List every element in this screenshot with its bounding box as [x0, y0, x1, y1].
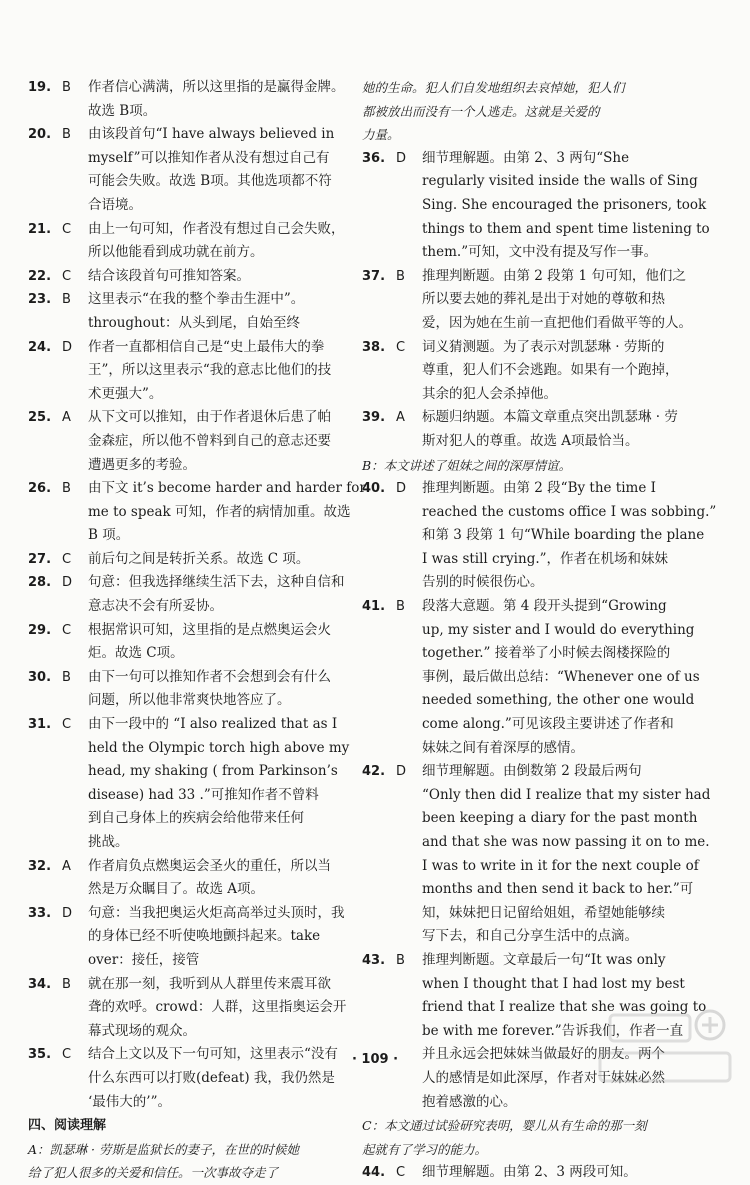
- explanation-line: up, my sister and I would do everything: [422, 621, 695, 638]
- explanation-line: 什么东西可以打败(defeat) 我，我仍然是: [88, 1069, 335, 1086]
- explanation-line: I was still crying.”，作者在机场和妹妹: [422, 550, 669, 567]
- answer-letter: B: [396, 952, 405, 968]
- explanation-line: 炬。故选 C项。: [88, 645, 184, 662]
- explanation-line: 尊重，犯人们不会逃跑。如果有一个跑掉，: [422, 362, 679, 379]
- question-number: 42.: [362, 764, 386, 780]
- answer-item: [28, 336, 348, 407]
- explanation-line: 由下一段中的 “I also realized that as I: [88, 716, 338, 733]
- answer-letter: C: [396, 339, 406, 355]
- passage-line: 力量。: [362, 127, 400, 143]
- explanation-text: [422, 760, 710, 949]
- explanation-line: myself”可以推知作者从没有想过自己有: [88, 149, 330, 166]
- answer-item: [362, 595, 700, 760]
- question-number: 19.: [28, 80, 52, 95]
- answer-item: [28, 855, 348, 902]
- passage-line: C：本文通过试验研究表明，婴儿从有生命的那一刻: [362, 1118, 647, 1134]
- explanation-line: 推理判断题。文章最后一句“It was only: [422, 951, 666, 968]
- answer-letter: B: [62, 127, 71, 143]
- answer-letter: D: [396, 764, 407, 780]
- explanation-text: [88, 406, 348, 477]
- explanation-line: 到自己身体上的疾病会给他带来任何: [88, 810, 304, 827]
- passage-line: A：凯瑟琳 · 劳斯是监狱长的妻子，在世的时候她: [28, 1141, 299, 1157]
- question-number: 22.: [28, 268, 52, 284]
- question-number: 40.: [362, 481, 386, 497]
- answer-letter: A: [62, 410, 71, 426]
- explanation-text: [88, 713, 349, 855]
- explanation-line: 问题，所以他非常爽快地答应了。: [88, 692, 291, 709]
- explanation-text: [88, 477, 366, 548]
- explanation-line: 句意：但我选择继续生活下去，这种自信和: [88, 574, 345, 591]
- explanation-line: 写下去，和自己分享生活中的点滴。: [422, 928, 638, 945]
- explanation-line: 王”，所以这里表示“我的意志比他们的技: [88, 362, 332, 379]
- answer-letter: C: [62, 1047, 72, 1063]
- question-number: 38.: [362, 339, 386, 355]
- explanation-line: 爱，因为她在生前一直把他们看做平等的人。: [422, 314, 692, 331]
- explanation-line: 由该段首句“I have always believed in: [88, 126, 335, 143]
- explanation-line: friend that I realize that she was going to: [422, 999, 707, 1016]
- explanation-line: over：接任，接管: [88, 951, 200, 968]
- explanation-line: 推理判断题。由第 2 段“By the time I: [422, 480, 656, 497]
- explanation-line: me to speak 可知，作者的病情加重。故选: [88, 503, 351, 520]
- explanation-line: 细节理解题。由第 2、3 两句“She: [422, 149, 630, 166]
- question-number: 27.: [28, 551, 52, 567]
- passage-line: 给了犯人很多的关爱和信任。一次事故夺走了: [28, 1165, 279, 1181]
- answer-item: [362, 336, 679, 407]
- explanation-line: 结合上文以及下一句可知，这里表示“没有: [88, 1046, 338, 1063]
- answer-item: [28, 548, 348, 572]
- passage-line: 她的生命。犯人们自发地组织去哀悼她，犯人们: [362, 80, 625, 95]
- explanation-text: [88, 288, 348, 335]
- explanation-line: 由下一句可以推知作者不会想到会有什么: [88, 668, 331, 685]
- question-number: 21.: [28, 221, 52, 237]
- answer-item: [28, 973, 348, 1044]
- question-number: 25.: [28, 410, 52, 426]
- explanation-line: 根据常识可知，这里指的是点燃奥运会火: [88, 621, 331, 638]
- explanation-text: [422, 336, 679, 407]
- answer-item: [28, 477, 366, 548]
- explanation-line: 然是万众瞩目了。故选 A项。: [88, 881, 265, 898]
- explanation-text: [88, 619, 348, 666]
- explanation-line: 故选 B项。: [88, 102, 157, 119]
- explanation-line: months and then send it back to her.”可: [422, 881, 694, 898]
- passage-c-summary: [362, 1114, 654, 1161]
- question-number: 30.: [28, 669, 52, 685]
- explanation-line: 其余的犯人会杀掉他。: [422, 385, 557, 402]
- question-number: 43.: [362, 952, 386, 968]
- question-number: 39.: [362, 410, 386, 426]
- answer-letter: B: [62, 669, 71, 685]
- question-number: 37.: [362, 268, 386, 284]
- explanation-line: 词义猜测题。为了表示对凯瑟琳 · 劳斯的: [422, 338, 665, 355]
- explanation-line: throughout：从头到尾，自始至终: [88, 314, 300, 331]
- answer-item: [362, 406, 678, 453]
- answer-item: [28, 288, 348, 335]
- explanation-text: [422, 477, 716, 595]
- explanation-line: 就在那一刻，我听到从人群里传来震耳欲: [88, 975, 331, 992]
- question-number: 29.: [28, 622, 52, 638]
- passage-line: B：本文讲述了姐妹之间的深厚情谊。: [362, 457, 572, 473]
- answer-letter: B: [62, 292, 71, 308]
- explanation-line: 所以要去她的葬礼是出于对她的尊敬和热: [422, 291, 665, 308]
- explanation-line: when I thought that I had lost my best: [422, 975, 685, 992]
- explanation-line: head, my shaking ( from Parkinson’s: [88, 763, 338, 780]
- answer-letter: C: [396, 1165, 406, 1181]
- question-number: 23.: [28, 292, 52, 308]
- question-number: 34.: [28, 976, 52, 992]
- answer-item: [28, 619, 348, 666]
- explanation-line: come along.”可见该段主要讲述了作者和: [422, 716, 674, 733]
- answer-letter: C: [62, 717, 72, 733]
- section-heading: 四、阅读理解: [28, 1118, 107, 1134]
- explanation-line: disease) had 33 .”可推知作者不曾料: [88, 786, 319, 803]
- question-number: 32.: [28, 858, 52, 874]
- explanation-line: 事例，最后做出总结：“Whenever one of us: [422, 668, 700, 685]
- passage-b-summary: [362, 454, 654, 478]
- answer-item: [362, 147, 710, 265]
- answer-item: [362, 477, 717, 595]
- explanation-text: [422, 595, 700, 760]
- question-number: 41.: [362, 599, 386, 615]
- explanation-line: 的身体已经不听使唤地颤抖起来。take: [88, 928, 321, 945]
- explanation-line: regularly visited inside the walls of Sing: [422, 173, 698, 190]
- explanation-text: [88, 265, 348, 289]
- answer-item: [28, 666, 348, 713]
- left-column: [28, 76, 366, 1185]
- question-number: 35.: [28, 1047, 52, 1063]
- explanation-line: 细节理解题。由第 2、3 两段可知。: [422, 1164, 637, 1181]
- answer-item: [362, 265, 692, 336]
- passage-a-summary-continued: [362, 76, 654, 147]
- explanation-line: them.”可知，文中没有提及写作一事。: [422, 244, 658, 261]
- explanation-text: [88, 666, 348, 713]
- explanation-line: held the Olympic torch high above my: [88, 739, 350, 756]
- explanation-text: [422, 1161, 654, 1185]
- explanation-text: [88, 902, 348, 973]
- explanation-line: I was to write in it for the next couple of: [422, 857, 699, 874]
- explanation-line: 可能会失败。故选 B项。其他选项都不符: [88, 173, 332, 190]
- explanation-line: 金森症，所以他不曾料到自己的意志还要: [88, 432, 331, 449]
- explanation-line: 遭遇更多的考验。: [88, 456, 196, 473]
- explanation-line: 和第 3 段第 1 句“While boarding the plane: [422, 527, 705, 544]
- answer-letter: C: [62, 551, 72, 567]
- question-number: 31.: [28, 717, 52, 733]
- explanation-line: 推理判断题。由第 2 段第 1 句可知，他们之: [422, 267, 686, 284]
- answer-item: [362, 760, 711, 949]
- explanation-line: 从下文可以推知，由于作者退休后患了帕: [88, 409, 331, 426]
- answer-letter: A: [62, 858, 71, 874]
- answer-letter: B: [396, 599, 405, 615]
- answer-letter: D: [62, 575, 73, 591]
- question-number: 36.: [362, 150, 386, 166]
- explanation-line: 告别的时候很伤心。: [422, 574, 544, 591]
- question-number: 28.: [28, 575, 52, 591]
- explanation-line: 并且永远会把妹妹当做最好的朋友。两个: [422, 1046, 665, 1063]
- passage-a-summary: [28, 1138, 348, 1185]
- explanation-line: 聋的欢呼。crowd：人群，这里指奥运会开: [88, 999, 347, 1016]
- explanation-text: [88, 123, 348, 217]
- explanation-text: [88, 336, 348, 407]
- explanation-line: 段落大意题。第 4 段开头提到“Growing: [422, 598, 667, 615]
- answer-item: [28, 123, 348, 217]
- answer-letter: C: [62, 622, 72, 638]
- explanation-line: 由上一句可知，作者没有想过自己会失败，: [88, 220, 345, 237]
- answer-item: [28, 265, 348, 289]
- explanation-line: 挑战。: [88, 834, 129, 850]
- explanation-text: [88, 973, 348, 1044]
- question-number: 44.: [362, 1165, 386, 1181]
- explanation-line: and that she was now passing it on to me.: [422, 834, 710, 850]
- explanation-text: [88, 855, 348, 902]
- explanation-line: 由下文 it’s become harder and harder for: [88, 480, 366, 497]
- answer-letter: D: [62, 339, 73, 355]
- explanation-line: needed something, the other one would: [422, 692, 695, 709]
- explanation-line: 妹妹之间有着深厚的感情。: [422, 739, 584, 756]
- question-number: 24.: [28, 339, 52, 355]
- explanation-line: Sing. She encouraged the prisoners, took: [422, 196, 707, 213]
- explanation-line: 合语境。: [88, 196, 142, 213]
- explanation-text: [88, 76, 348, 123]
- explanation-line: 所以他能看到成功就在前方。: [88, 244, 264, 261]
- explanation-line: 作者一直都相信自己是“史上最伟大的拳: [88, 338, 325, 355]
- answer-item: [28, 902, 348, 973]
- answer-letter: C: [62, 221, 72, 237]
- explanation-line: 标题归纳题。本篇文章重点突出凯瑟琳 · 劳: [422, 409, 678, 426]
- explanation-line: 幕式现场的观众。: [88, 1022, 196, 1039]
- answer-letter: B: [396, 268, 405, 284]
- explanation-line: 术更强大”。: [88, 385, 163, 402]
- explanation-line: 这里表示“在我的整个拳击生涯中”。: [88, 291, 305, 308]
- answer-letter: B: [62, 481, 71, 497]
- explanation-line: 人的感情是如此深厚，作者对于妹妹必然: [422, 1069, 665, 1086]
- page-number: · 109 ·: [351, 1052, 399, 1067]
- explanation-text: [88, 548, 348, 572]
- explanation-line: things to them and spent time listening to: [422, 220, 710, 237]
- explanation-line: 作者信心满满，所以这里指的是赢得金牌。: [88, 79, 345, 95]
- explanation-text: [88, 218, 348, 265]
- watermark-logo: [590, 1007, 740, 1087]
- question-number: 26.: [28, 481, 52, 497]
- explanation-text: [422, 147, 710, 265]
- answer-item: [28, 76, 348, 123]
- explanation-line: been keeping a diary for the past month: [422, 810, 698, 827]
- explanation-line: 句意：当我把奥运火炬高高举过头顶时，我: [88, 904, 345, 921]
- answer-letter: B: [62, 976, 71, 992]
- answer-letter: D: [62, 905, 73, 921]
- explanation-line: reached the customs office I was sobbing.”: [422, 503, 717, 520]
- answer-item: [28, 406, 348, 477]
- explanation-text: [88, 571, 348, 618]
- explanation-line: 细节理解题。由倒数第 2 段最后两句: [422, 763, 642, 780]
- explanation-text: [422, 265, 692, 336]
- explanation-line: 作者肩负点燃奥运会圣火的重任，所以当: [88, 857, 331, 874]
- explanation-line: 知，妹妹把日记留给姐姐，希望她能够续: [422, 904, 665, 921]
- explanation-line: ‘最伟大的’”。: [88, 1093, 171, 1110]
- explanation-line: 抱着感激的心。: [422, 1093, 517, 1110]
- passage-line: 都被放出而没有一个人逃走。这就是关爱的: [362, 103, 600, 119]
- explanation-line: 结合该段首句可推知答案。: [88, 267, 250, 284]
- answer-item: [28, 218, 348, 265]
- question-number: 33.: [28, 905, 52, 921]
- answer-letter: D: [396, 150, 407, 166]
- answer-item: [362, 1161, 654, 1185]
- explanation-line: 意志决不会有所妥协。: [88, 598, 223, 615]
- answer-item: [28, 713, 348, 855]
- explanation-line: 前后句之间是转折关系。故选 C 项。: [88, 550, 310, 567]
- explanation-line: be with me forever.”告诉我们，作者一直: [422, 1022, 684, 1039]
- explanation-text: [422, 406, 678, 453]
- explanation-line: together.” 接着举了小时候去阁楼探险的: [422, 645, 671, 662]
- explanation-line: “Only then did I realize that my sister had: [422, 786, 711, 803]
- explanation-line: B 项。: [88, 527, 130, 544]
- question-number: 20.: [28, 127, 52, 143]
- passage-line: 起就有了学习的能力。: [362, 1141, 488, 1157]
- answer-letter: B: [62, 80, 71, 95]
- explanation-line: 斯对犯人的尊重。故选 A项最恰当。: [422, 432, 639, 449]
- answer-letter: D: [396, 481, 407, 497]
- answer-item: [28, 571, 348, 618]
- answer-letter: C: [62, 268, 72, 284]
- answer-letter: A: [396, 410, 405, 426]
